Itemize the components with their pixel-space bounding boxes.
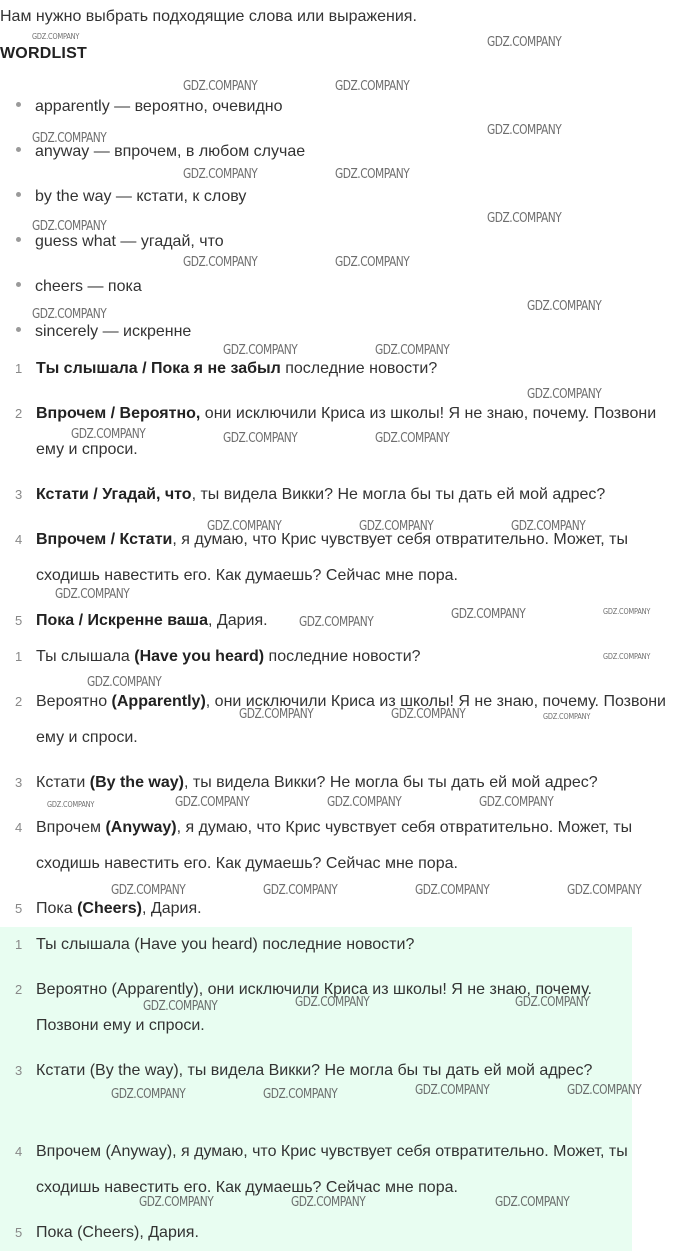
watermark: GDZ.COMPANY: [527, 387, 602, 402]
item-number: 3: [15, 1063, 23, 1078]
answer-phrase: (Anyway): [105, 819, 177, 836]
item-number: 4: [15, 820, 23, 835]
item-number: 5: [15, 901, 23, 916]
watermark: GDZ.COMPANY: [55, 587, 130, 602]
watermark: GDZ.COMPANY: [335, 255, 410, 270]
watermark: GDZ.COMPANY: [299, 615, 374, 630]
watermark: GDZ.COMPANY: [143, 999, 218, 1014]
watermark: GDZ.COMPANY: [111, 883, 186, 898]
watermark: GDZ.COMPANY: [487, 211, 562, 226]
watermark: GDZ.COMPANY: [111, 1087, 186, 1102]
watermark: GDZ.COMPANY: [207, 519, 282, 534]
watermark: GDZ.COMPANY: [139, 1195, 214, 1210]
watermark: GDZ.COMPANY: [359, 519, 434, 534]
watermark: GDZ.COMPANY: [495, 1195, 570, 1210]
watermark: GDZ.COMPANY: [183, 79, 258, 94]
watermark: GDZ.COMPANY: [415, 883, 490, 898]
watermark: GDZ.COMPANY: [375, 431, 450, 446]
watermark: GDZ.COMPANY: [295, 995, 370, 1010]
bullet-icon: [16, 282, 21, 287]
watermark: GDZ.COMPANY: [239, 707, 314, 722]
wordlist-item: by the way — кстати, к слову: [16, 188, 246, 206]
watermark: GDZ.COMPANY: [543, 712, 591, 721]
wordlist-item: guess what — угадай, что: [16, 233, 224, 251]
watermark: GDZ.COMPANY: [487, 123, 562, 138]
watermark: GDZ.COMPANY: [175, 795, 250, 810]
wordlist-item: sincerely — искренне: [16, 323, 191, 341]
choice-options: Впрочем / Кстати: [36, 531, 173, 548]
watermark: GDZ.COMPANY: [263, 883, 338, 898]
watermark: GDZ.COMPANY: [32, 32, 80, 41]
wordlist-item: cheers — пока: [16, 278, 142, 296]
answer-phrase: (Apparently): [111, 693, 206, 710]
watermark: GDZ.COMPANY: [603, 607, 651, 616]
wordlist-title: WORDLIST: [0, 45, 87, 62]
item-number: 2: [15, 406, 23, 421]
watermark: GDZ.COMPANY: [511, 519, 586, 534]
watermark: GDZ.COMPANY: [567, 1083, 642, 1098]
watermark: GDZ.COMPANY: [71, 427, 146, 442]
watermark: GDZ.COMPANY: [87, 675, 162, 690]
item-number: 2: [15, 694, 23, 709]
final-answer-block: 1 Ты слышала (Have you heard) последние новости? 2 Вероятно (Apparently), они исключили Криса из школы! Я не знаю, почему. Позвони ему и спроси. 3 Кстати (By the way), ты видела Викки? Не могла бы ты дать ей мой адрес? 4 Впрочем (Anyway), я думаю, что Крис чувствует себя отвратительно. Может, ты сходишь навестить его. Как думаешь? Сейчас мне пора. 5 Пока (Cheers), Дария.: [0, 927, 632, 1251]
item-number: 1: [15, 937, 23, 952]
watermark: GDZ.COMPANY: [451, 607, 526, 622]
watermark: GDZ.COMPANY: [327, 795, 402, 810]
bullet-icon: [16, 102, 21, 107]
choice-options: Пока / Искренне ваша: [36, 612, 209, 629]
choice-options: Ты слышала / Пока я не забыл: [36, 360, 281, 377]
choice-options: Кстати / Угадай, что: [36, 486, 192, 503]
item-number: 1: [15, 361, 23, 376]
watermark: GDZ.COMPANY: [263, 1087, 338, 1102]
bullet-icon: [16, 147, 21, 152]
watermark: GDZ.COMPANY: [603, 652, 651, 661]
watermark: GDZ.COMPANY: [291, 1195, 366, 1210]
watermark: GDZ.COMPANY: [223, 431, 298, 446]
watermark: GDZ.COMPANY: [183, 255, 258, 270]
wordlist-item: apparently — вероятно, очевидно: [16, 98, 283, 116]
watermark: GDZ.COMPANY: [32, 131, 107, 146]
watermark: GDZ.COMPANY: [335, 79, 410, 94]
watermark: GDZ.COMPANY: [183, 167, 258, 182]
watermark: GDZ.COMPANY: [527, 299, 602, 314]
watermark: GDZ.COMPANY: [567, 883, 642, 898]
answer-phrase: (Cheers): [77, 900, 142, 917]
watermark: GDZ.COMPANY: [223, 343, 298, 358]
watermark: GDZ.COMPANY: [32, 219, 107, 234]
item-number: 1: [15, 649, 23, 664]
item-number: 4: [15, 1144, 23, 1159]
bullet-icon: [16, 327, 21, 332]
choice-options: Впрочем / Вероятно,: [36, 405, 201, 422]
item-number: 3: [15, 775, 23, 790]
watermark: GDZ.COMPANY: [335, 167, 410, 182]
watermark: GDZ.COMPANY: [391, 707, 466, 722]
item-number: 5: [15, 1225, 23, 1240]
watermark: GDZ.COMPANY: [479, 795, 554, 810]
watermark: GDZ.COMPANY: [375, 343, 450, 358]
intro-text: Нам нужно выбрать подходящие слова или выражения.: [0, 8, 417, 25]
item-number: 5: [15, 613, 23, 628]
watermark: GDZ.COMPANY: [32, 307, 107, 322]
bullet-icon: [16, 192, 21, 197]
item-number: 2: [15, 982, 23, 997]
watermark: GDZ.COMPANY: [515, 995, 590, 1010]
item-number: 3: [15, 487, 23, 502]
watermark: GDZ.COMPANY: [487, 35, 562, 50]
watermark: GDZ.COMPANY: [415, 1083, 490, 1098]
wordlist-item: anyway — впрочем, в любом случае: [16, 143, 305, 161]
answer-phrase: (Have you heard): [134, 648, 265, 665]
bullet-icon: [16, 237, 21, 242]
watermark: GDZ.COMPANY: [47, 800, 95, 809]
item-number: 4: [15, 532, 23, 547]
answer-phrase: (By the way): [89, 774, 184, 791]
